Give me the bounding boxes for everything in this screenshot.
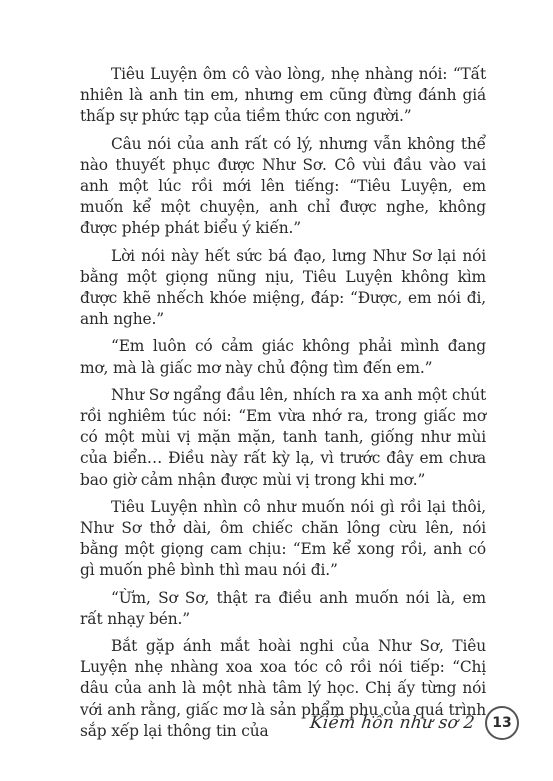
paragraph-2: Câu nói của anh rất có lý, nhưng vẫn không thể nào thuyết phục được Như Sơ. Cô vùi đầu vào vai anh một lúc rồi mới lên tiếng: “Tiêu Luyện, em muốn kể một chuyện, anh chỉ được nghe, không được phép phát biểu ý kiến.” xyxy=(80,134,486,238)
paragraph-3: Lời nói này hết sức bá đạo, lưng Như Sơ lại nói bằng một giọng nũng nịu, Tiêu Luyện không kìm được khẽ nhếch khóe miệng, đáp: “Được, em nói đi, anh nghe.” xyxy=(80,246,486,329)
paragraph-4: “Em luôn có cảm giác không phải mình đang mơ, mà là giấc mơ này chủ động tìm đến em.” xyxy=(80,337,486,377)
page-body xyxy=(80,64,486,748)
page-number: 13 xyxy=(492,715,512,731)
page-number-badge xyxy=(485,706,519,740)
paragraph-5: Như Sơ ngẩng đầu lên, nhích ra xa anh một chút rồi nghiêm túc nói: “Em vừa nhớ ra, trong giấc mơ có một mùi vị mặn mặn, tanh tanh, giống như mùi của biển… Điều này rất kỳ lạ, vì trước đây em chưa bao giờ cảm nhận được mùi vị trong khi mơ.” xyxy=(80,385,486,489)
running-book-title: Kiếm hồn như sơ 2 xyxy=(309,713,477,733)
paragraph-7: “Ừm, Sơ Sơ, thật ra điều anh muốn nói là, em rất nhạy bén.” xyxy=(80,588,486,628)
paragraph-1: Tiêu Luyện ôm cô vào lòng, nhẹ nhàng nói: “Tất nhiên là anh tin em, nhưng em cũng đừng đánh giá thấp sự phức tạp của tiềm thức con người.” xyxy=(80,65,486,126)
page-footer xyxy=(310,705,519,741)
paragraph-8: Bắt gặp ánh mắt hoài nghi của Như Sơ, Tiêu Luyện nhẹ nhàng xoa xoa tóc cô rồi nói tiếp: “Chị dâu của anh là một nhà tâm lý học. Chị ấy từng nói với anh rằng, giấc mơ là sản phẩm phụ của quá trình sắp xếp lại thông tin của xyxy=(80,637,486,740)
paragraph-6: Tiêu Luyện nhìn cô như muốn nói gì rồi lại thôi, Như Sơ thở dài, ôm chiếc chăn lông cừu lên, nói bằng một giọng cam chịu: “Em kể xong rồi, anh có gì muốn phê bình thì mau nói đi.” xyxy=(80,497,486,580)
